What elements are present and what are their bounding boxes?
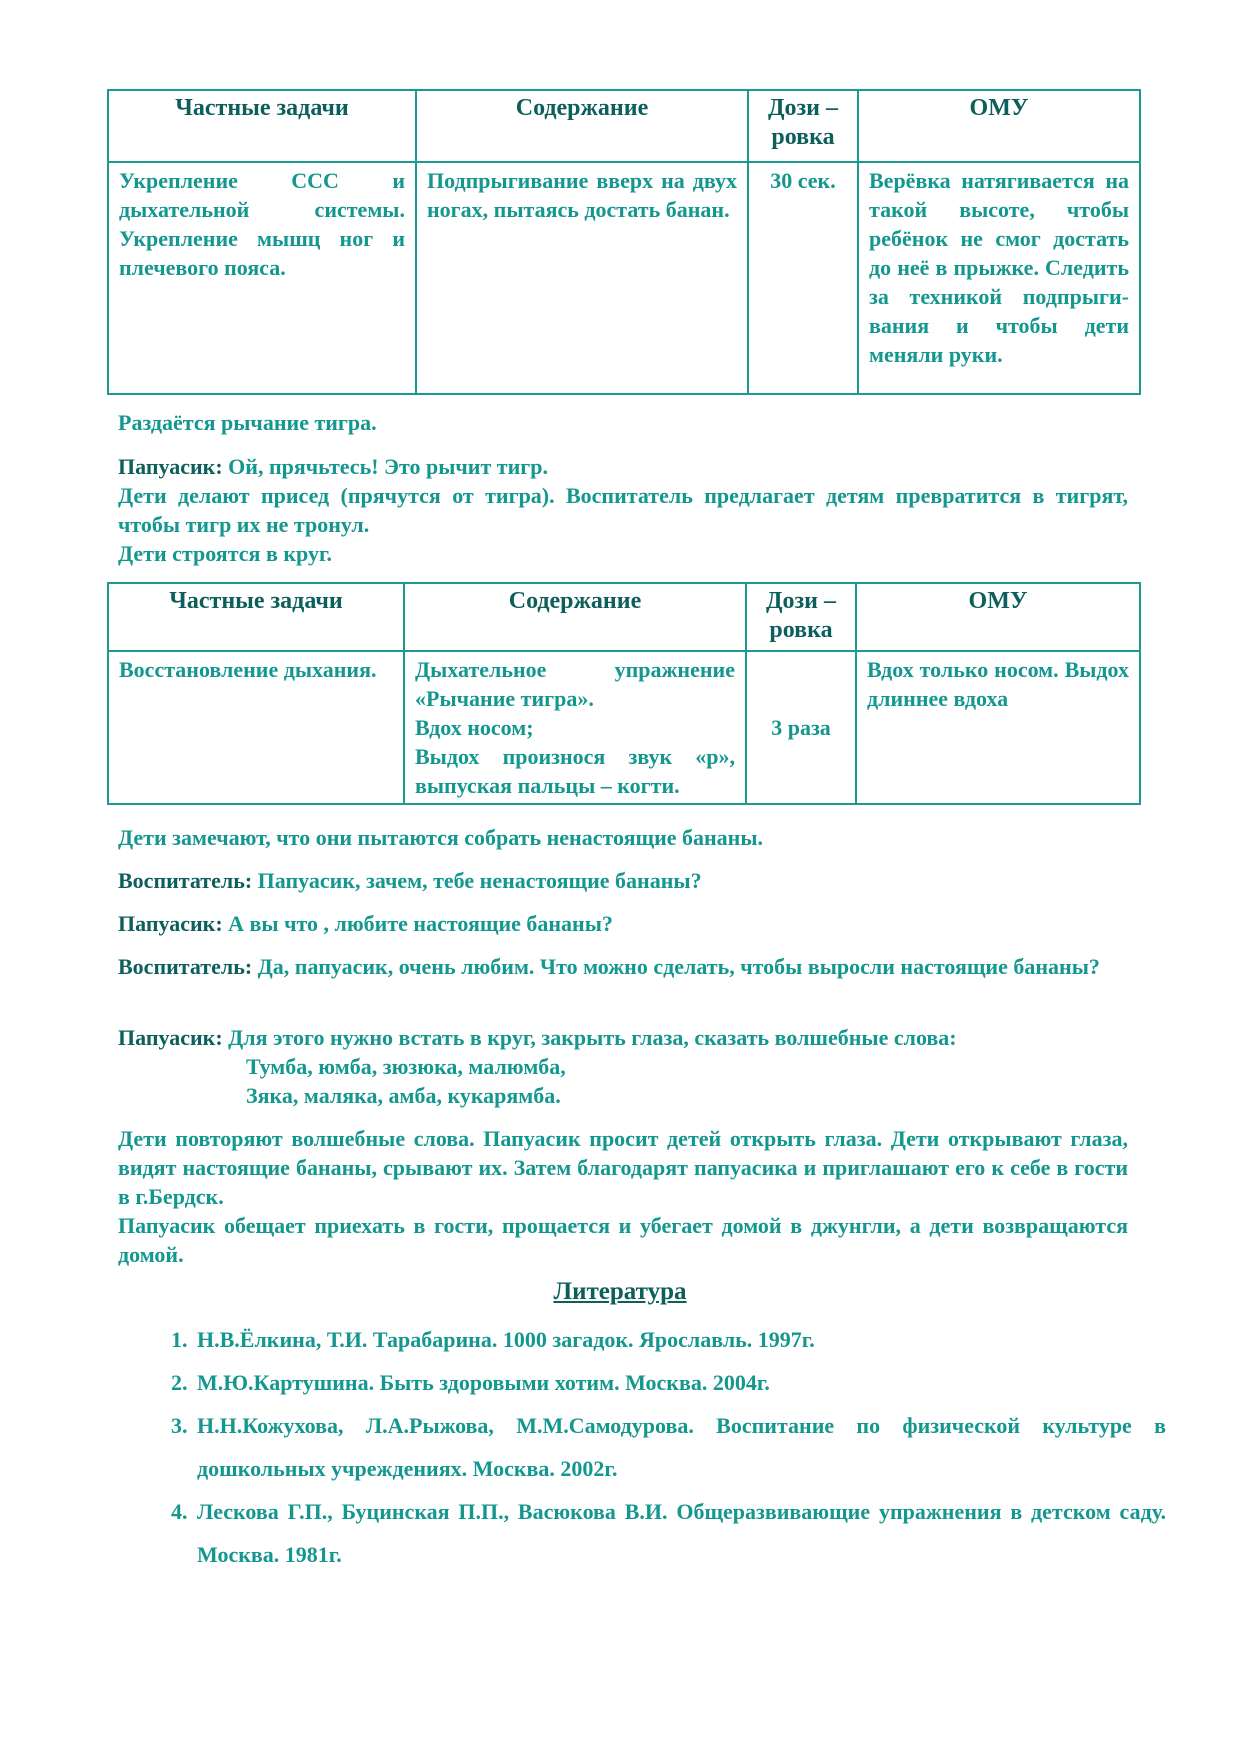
paragraph xyxy=(118,452,1128,481)
header-tasks: Частные задачи xyxy=(108,583,404,651)
header-dosage: Дози – ровка xyxy=(746,583,856,651)
cell-dosage: 30 сек. xyxy=(748,162,858,394)
speech: Ой, прячьтесь! Это рычит тигр. xyxy=(222,454,548,479)
header-dosage: Дози – ровка xyxy=(748,90,858,162)
speech: А вы что , любите настоящие бананы? xyxy=(222,911,613,936)
paragraph: Дети замечают, что они пытаются собрать ненастоящие бананы. xyxy=(118,825,764,850)
cell-content xyxy=(404,651,746,804)
literature-heading: Литература xyxy=(553,1278,687,1305)
paragraph xyxy=(118,1023,1128,1110)
content-line: Вдох носом; xyxy=(415,715,534,740)
list-item: 2. М.Ю.Картушина. Быть здоровыми хотим. Москва. 2004г. xyxy=(193,1361,1166,1404)
header-tasks: Частные задачи xyxy=(108,90,416,162)
speaker: Папуасик: xyxy=(118,454,223,479)
paragraph xyxy=(118,866,1128,895)
speaker: Воспитатель: xyxy=(118,868,253,893)
paragraph: Дети повторяют волшебные слова. Папуасик просит детей открыть глаза. Дети открывают глаза, видят настоящие бананы, срывают их. Затем благодарят папуасика и приглашают его к себе в гости в г.Бердск. xyxy=(118,1126,1128,1209)
verse-line: Зяка, маляка, амба, кукарямба. xyxy=(246,1083,561,1108)
cell-dosage: 3 раза xyxy=(746,651,856,804)
speaker: Папуасик: xyxy=(118,911,223,936)
speech: Для этого нужно встать в круг, закрыть глаза, сказать волшебные слова: xyxy=(222,1025,957,1050)
table-row xyxy=(108,651,1140,804)
header-content: Содержание xyxy=(416,90,748,162)
paragraph: Дети делают присед (прячутся от тигра). Воспитатель предлагает детям превратится в тигрят, чтобы тигр их не тронул. xyxy=(118,483,1128,537)
speech: Да, папуасик, очень любим. Что можно сделать, чтобы выросли настоящие бананы? xyxy=(252,954,1100,979)
speaker: Папуасик: xyxy=(118,1025,223,1050)
cell-tasks: Восстановление дыхания. xyxy=(108,651,404,804)
header-omu: ОМУ xyxy=(858,90,1140,162)
paragraph: Дети строятся в круг. xyxy=(118,541,332,566)
list-item: 3. Н.Н.Кожухова, Л.А.Рыжова, М.М.Самодурова. Воспитание по физической культуре в дошкольных учреждениях. Москва. 2002г. xyxy=(193,1404,1166,1490)
table-exercise-2 xyxy=(107,582,1141,805)
cell-tasks: Укрепление ССС и дыхательной системы. Укрепление мышц ног и плечевого пояса. xyxy=(108,162,416,394)
speech: Папуасик, зачем, тебе ненастоящие бананы? xyxy=(252,868,702,893)
header-content: Содержание xyxy=(404,583,746,651)
list-item: 4. Лескова Г.П., Буцинская П.П., Васюкова В.И. Общеразвивающие упражнения в детском саду. Москва. 1981г. xyxy=(193,1490,1166,1576)
paragraph xyxy=(118,952,1128,981)
content-line: Выдох произнося звук «р», выпуская пальцы – когти. xyxy=(415,744,735,798)
list-item: 1. Н.В.Ёлкина, Т.И. Тарабарина. 1000 загадок. Ярославль. 1997г. xyxy=(193,1318,1166,1361)
literature-list xyxy=(155,1318,1166,1576)
cell-omu: Верёвка натягивается на такой высоте, чтобы ребёнок не смог достать до неё в прыжке. Следить за техникой подпрыги-вания и чтобы дети меняли руки. xyxy=(858,162,1140,394)
cell-content: Подпрыгивание вверх на двух ногах, пытаясь достать банан. xyxy=(416,162,748,394)
header-omu: ОМУ xyxy=(856,583,1140,651)
table-row xyxy=(108,162,1140,394)
content-line: Дыхательное упражнение «Рычание тигра». xyxy=(415,657,735,711)
paragraph: Раздаётся рычание тигра. xyxy=(118,410,377,435)
cell-omu: Вдох только носом. Выдох длиннее вдоха xyxy=(856,651,1140,804)
paragraph xyxy=(118,909,1128,938)
paragraph: Папуасик обещает приехать в гости, прощается и убегает домой в джунгли, а дети возвращаются домой. xyxy=(118,1213,1128,1267)
table-exercise-1 xyxy=(107,89,1141,395)
verse-line: Тумба, юмба, зюзюка, малюмба, xyxy=(246,1054,566,1079)
speaker: Воспитатель: xyxy=(118,954,253,979)
